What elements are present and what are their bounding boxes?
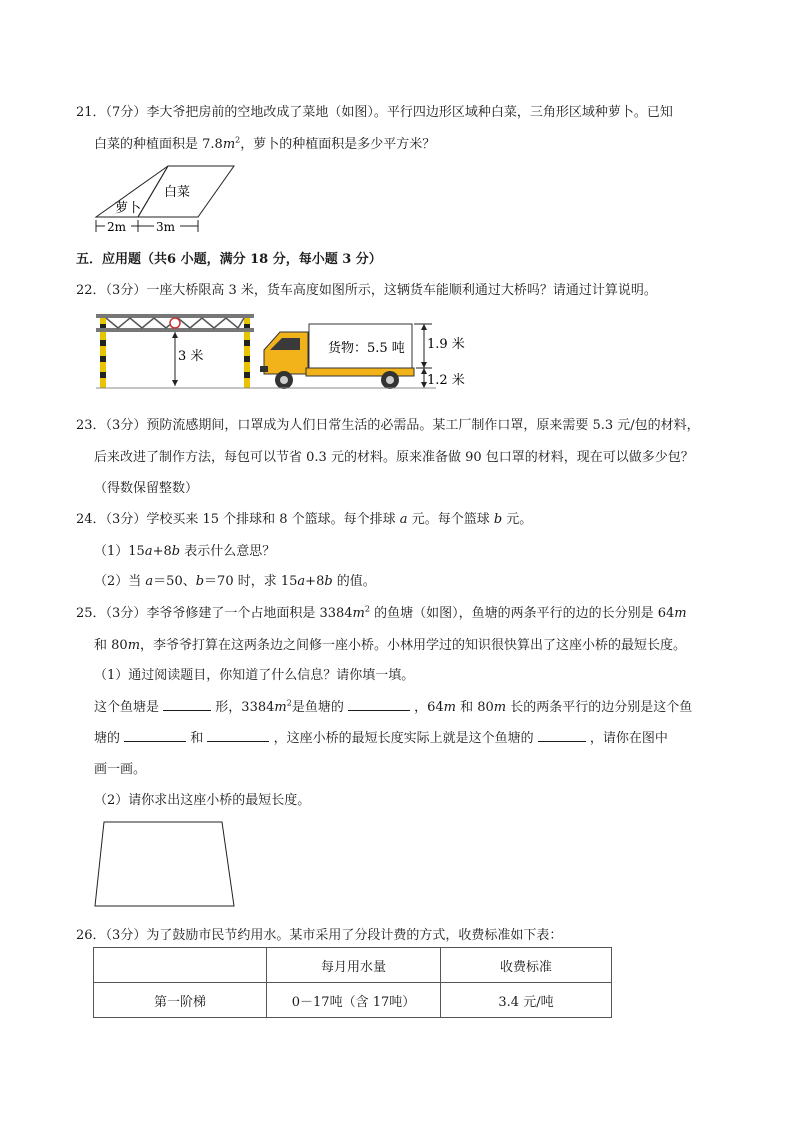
blank-height[interactable] (538, 729, 586, 742)
table-header-cell: 收费标准 (441, 948, 612, 983)
q24-sub2: （2）当 a＝50、b＝70 时，求 15a+8b 的值。 (94, 574, 376, 589)
bridge-height-label: 3 米 (178, 349, 204, 364)
cargo-label: 货物：5.5 吨 (328, 341, 405, 356)
q24-line1: 24．（3分）学校买来 15 个排球和 8 个篮球。每个排球 a 元。每个篮球 b 元。 (76, 512, 533, 527)
q23-line3: （得数保留整数） (94, 481, 199, 496)
blank-area[interactable] (348, 698, 410, 711)
q22-text: 22．（3分）一座大桥限高 3 米，货车高度如图所示，这辆货车能顺利通过大桥吗？请通过计算说明。 (76, 283, 657, 298)
q25-line2: 和 80m，李爷爷打算在这两条边之间修一座小桥。小林用学过的知识很快算出了这座小桥的最短长度。 (94, 638, 687, 653)
q23-line2: 后来改进了制作方法，每包可以节省 0.3 元的材料。原来准备做 90 包口罩的材料，现在可以做多少包？ (94, 450, 694, 465)
blank-lower-base[interactable] (207, 729, 269, 742)
table-cell: 0－17吨（含 17吨） (267, 983, 441, 1018)
table-header-cell: 每月用水量 (267, 948, 441, 983)
trapezoid-shape (95, 822, 234, 906)
q25-fill-line3: 画一画。 (94, 762, 147, 777)
box-height-label: 1.9 米 (427, 337, 465, 352)
blank-shape[interactable] (163, 698, 211, 711)
q22-bridge-truck-figure (96, 310, 486, 392)
dim-left: 2m (107, 220, 127, 234)
fee-table (93, 947, 612, 1018)
q25-fill-line2: 塘的 和 ，这座小桥的最短长度实际上就是这个鱼塘的 ，请你在图中 (94, 731, 668, 746)
q23-line1: 23．（3分）预防流感期间，口罩成为人们日常生活的必需品。某工厂制作口罩，原来需要 5.3 元/包的材料， (76, 418, 700, 433)
table-header-cell (94, 948, 267, 983)
dim-right: 3m (156, 220, 176, 234)
section-five-heading: 五．应用题（共6 小题，满分 18 分，每小题 3 分） (76, 252, 382, 267)
q25-sub2: （2）请你求出这座小桥的最短长度。 (94, 793, 311, 808)
q25-fill-line1: 这个鱼塘是 形，$3384m^2$是鱼塘的 ，64m 和 80m 长的两条平行的边分别是这个鱼 (94, 698, 693, 715)
table-cell: 3.4 元/吨 (441, 983, 612, 1018)
label-baicai: 白菜 (164, 185, 191, 200)
label-luobo: 萝卜 (115, 201, 142, 216)
table-cell: 第一阶梯 (94, 983, 267, 1018)
q21-field-figure (90, 160, 240, 240)
cab-height-label: 1.2 米 (427, 373, 465, 388)
q25-line1: 25．（3分）李爷爷修建了一个占地面积是 $3384m^2$ 的鱼塘（如图），鱼塘的两条平行的边的长分别是 64m (76, 604, 687, 621)
q25-sub1: （1）通过阅读题目，你知道了什么信息？请你填一填。 (94, 668, 415, 683)
q24-sub1: （1）15a+8b 表示什么意思？ (94, 544, 276, 559)
blank-upper-base[interactable] (124, 729, 186, 742)
q21-line2: 白菜的种植面积是 $7.8m^2$，萝卜的种植面积是多少平方米？ (94, 135, 436, 152)
q25-trapezoid-figure (92, 818, 240, 910)
table-row (94, 983, 612, 1018)
table-header-row (94, 948, 612, 983)
q26-text: 26．（3分）为了鼓励市民节约用水。某市采用了分段计费的方式，收费标准如下表： (76, 928, 563, 943)
q21-line1: 21．（7分）李大爷把房前的空地改成了菜地（如图）。平行四边形区域种白菜，三角形区域种萝卜。已知 (76, 105, 673, 120)
